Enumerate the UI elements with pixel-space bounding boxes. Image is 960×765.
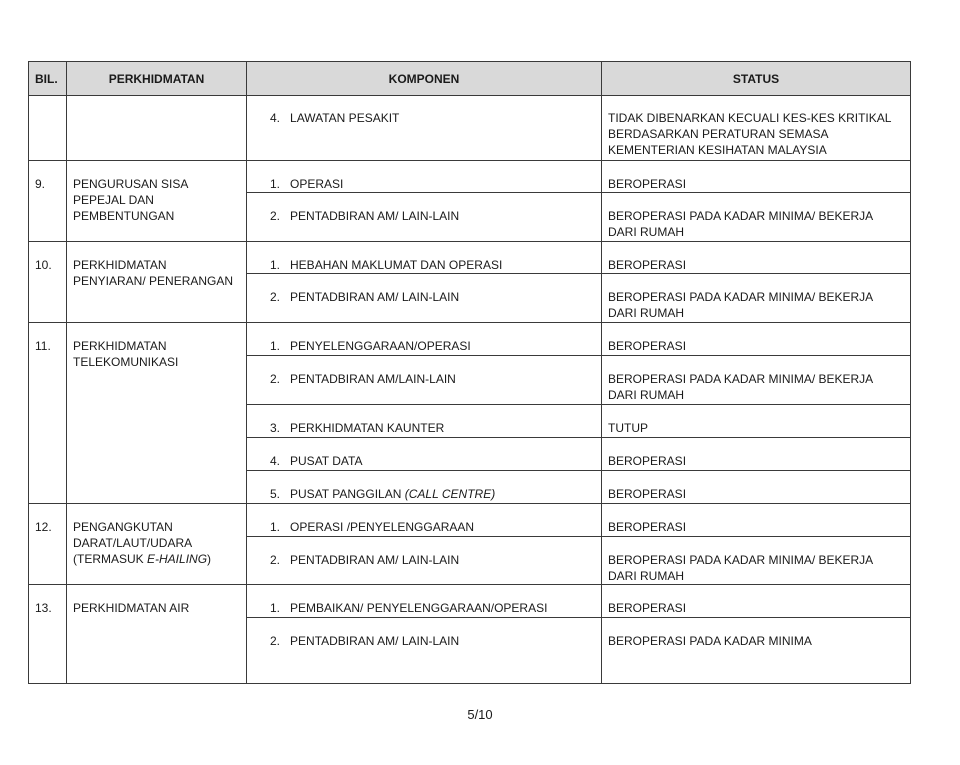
component-name: OPERASI xyxy=(290,177,344,191)
header-row xyxy=(29,62,911,96)
component-number: 3. xyxy=(269,421,280,435)
component-number: 1. xyxy=(269,339,280,353)
service-cell xyxy=(67,504,247,585)
page-number: 5/10 xyxy=(467,707,493,722)
component-cell xyxy=(247,537,602,585)
component-cell xyxy=(247,96,602,161)
service-cell: PERKHIDMATAN PENYIARAN/ PENERANGAN xyxy=(67,242,247,323)
component-name-italic: (CALL CENTRE) xyxy=(404,487,496,501)
component-cell xyxy=(247,504,602,537)
component-number: 1. xyxy=(269,177,280,191)
component-cell xyxy=(247,242,602,274)
component-name: PUSAT DATA xyxy=(290,454,363,468)
component-name: PENYELENGGARAAN/OPERASI xyxy=(290,339,471,353)
bil-cell: 9. xyxy=(29,161,67,242)
component-cell xyxy=(247,405,602,438)
table-row xyxy=(29,242,911,274)
service-text-italic: E-HAILING xyxy=(147,552,208,566)
status-cell: BEROPERASI xyxy=(602,161,911,193)
component-number: 4. xyxy=(269,111,280,125)
header-status: STATUS xyxy=(602,62,911,96)
component-name: HEBAHAN MAKLUMAT DAN OPERASI xyxy=(290,258,503,272)
component-number: 2. xyxy=(269,553,280,567)
component-name: PENTADBIRAN AM/LAIN-LAIN xyxy=(290,372,456,386)
service-cell: PERKHIDMATAN TELEKOMUNIKASI xyxy=(67,323,247,504)
status-cell: BEROPERASI PADA KADAR MINIMA xyxy=(602,618,911,684)
component-name: LAWATAN PESAKIT xyxy=(290,111,400,125)
component-name: PEMBAIKAN/ PENYELENGGARAAN/OPERASI xyxy=(290,601,548,615)
component-name: PERKHIDMATAN KAUNTER xyxy=(290,421,445,435)
bil-cell: 11. xyxy=(29,323,67,504)
component-number: 2. xyxy=(269,209,280,223)
status-cell: BEROPERASI xyxy=(602,323,911,356)
status-cell: BEROPERASI PADA KADAR MINIMA/ BEKERJA DARI RUMAH xyxy=(602,274,911,323)
header-bil: BIL. xyxy=(29,62,67,96)
status-cell: BEROPERASI xyxy=(602,438,911,471)
component-cell xyxy=(247,193,602,242)
component-number: 1. xyxy=(269,258,280,272)
component-name: PUSAT PANGGILAN xyxy=(290,487,402,501)
service-cell: PERKHIDMATAN AIR xyxy=(67,585,247,684)
table-row xyxy=(29,504,911,537)
component-number: 4. xyxy=(269,454,280,468)
service-cell xyxy=(67,96,247,161)
component-cell xyxy=(247,161,602,193)
table-row xyxy=(29,96,911,161)
component-name: OPERASI /PENYELENGGARAAN xyxy=(290,520,475,534)
header-service: PERKHIDMATAN xyxy=(67,62,247,96)
status-cell: BEROPERASI xyxy=(602,242,911,274)
component-cell xyxy=(247,618,602,684)
bil-cell xyxy=(29,96,67,161)
component-cell xyxy=(247,274,602,323)
component-cell xyxy=(247,438,602,471)
component-number: 1. xyxy=(269,520,280,534)
status-cell: TUTUP xyxy=(602,405,911,438)
bil-cell: 13. xyxy=(29,585,67,684)
component-name: PENTADBIRAN AM/ LAIN-LAIN xyxy=(290,634,460,648)
table-row xyxy=(29,323,911,356)
service-text-suffix: ) xyxy=(207,552,212,566)
component-number: 2. xyxy=(269,290,280,304)
service-cell: PENGURUSAN SISA PEPEJAL DAN PEMBENTUNGAN xyxy=(67,161,247,242)
status-cell: BEROPERASI PADA KADAR MINIMA/ BEKERJA DARI RUMAH xyxy=(602,356,911,405)
component-cell xyxy=(247,585,602,618)
component-name: PENTADBIRAN AM/ LAIN-LAIN xyxy=(290,209,460,223)
component-number: 2. xyxy=(269,372,280,386)
component-cell xyxy=(247,471,602,504)
table-row xyxy=(29,161,911,193)
status-cell: BEROPERASI xyxy=(602,504,911,537)
status-cell: BEROPERASI xyxy=(602,585,911,618)
component-number: 1. xyxy=(269,601,280,615)
bil-cell: 12. xyxy=(29,504,67,585)
component-name: PENTADBIRAN AM/ LAIN-LAIN xyxy=(290,290,460,304)
service-text: PENGANGKUTAN DARAT/LAUT/UDARA (TERMASUK xyxy=(73,520,192,566)
table-row xyxy=(29,585,911,618)
component-name: PENTADBIRAN AM/ LAIN-LAIN xyxy=(290,553,460,567)
services-table xyxy=(28,61,911,684)
status-cell: BEROPERASI PADA KADAR MINIMA/ BEKERJA DARI RUMAH xyxy=(602,193,911,242)
component-number: 2. xyxy=(269,634,280,648)
header-component: KOMPONEN xyxy=(247,62,602,96)
status-cell: BEROPERASI xyxy=(602,471,911,504)
component-cell xyxy=(247,323,602,356)
bil-cell: 10. xyxy=(29,242,67,323)
status-cell: TIDAK DIBENARKAN KECUALI KES-KES KRITIKAL BERDASARKAN PERATURAN SEMASA KEMENTERIAN KESIHATAN MALAYSIA xyxy=(602,96,911,161)
status-cell: BEROPERASI PADA KADAR MINIMA/ BEKERJA DARI RUMAH xyxy=(602,537,911,585)
component-number: 5. xyxy=(269,487,280,501)
component-cell xyxy=(247,356,602,405)
